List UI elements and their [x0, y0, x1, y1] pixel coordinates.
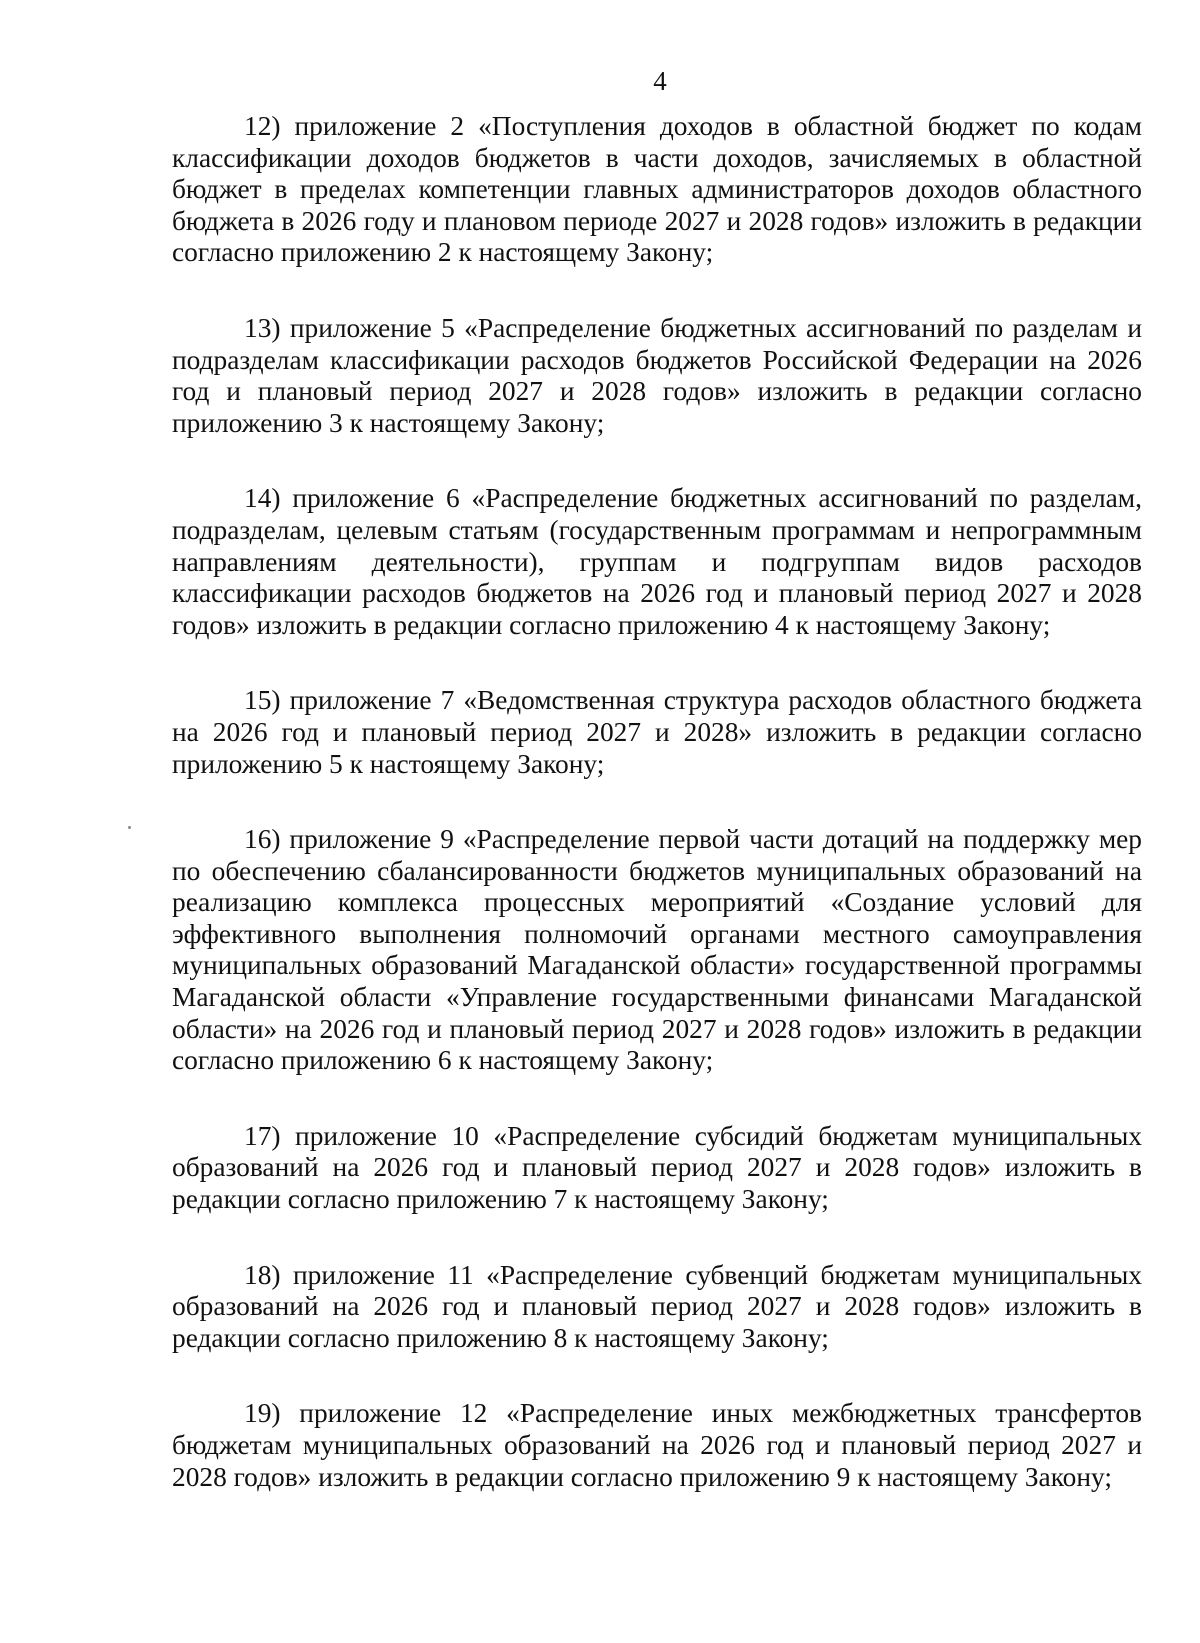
- list-item-17: 17) приложение 10 «Распределение субсидий бюджетам муниципальных образований на 2026 год и плановый период 2027 и 2028 годов» изложить в редакции согласно приложению 7 к настоящему Закону;: [172, 1120, 1142, 1215]
- list-item-12: 12) приложение 2 «Поступления доходов в областной бюджет по кодам классификации доходов бюджетов в части доходов, зачисляемых в областной бюджет в пределах компетенции главных администраторов доходов областного бюджета в 2026 году и плановом периоде 2027 и 2028 годов» изложить в редакции согласно приложению 2 к настоящему Закону;: [172, 111, 1142, 268]
- page-number: 4: [653, 66, 667, 96]
- list-item-14: 14) приложение 6 «Распределение бюджетных ассигнований по разделам, подразделам, целевым статьям (государственным программам и непрограммным направлениям деятельности), группам и подгруппам видов расходов классификации расходов бюджетов на 2026 год и плановый период 2027 и 2028 годов» изложить в редакции согласно приложению 4 к настоящему Закону;: [172, 483, 1142, 640]
- list-item-15: 15) приложение 7 «Ведомственная структура расходов областного бюджета на 2026 год и плановый период 2027 и 2028» изложить в редакции согласно приложению 5 к настоящему Закону;: [172, 685, 1142, 779]
- list-item-16: 16) приложение 9 «Распределение первой части дотаций на поддержку мер по обеспечению сбалансированности бюджетов муниципальных образований на реализацию комплекса процессных мероприятий «Создание условий для эффективного выполнения полномочий органами местного самоуправления муниципальных образований Магаданской области» государственной программы Магаданской области «Управление государственными финансами Магаданской области» на 2026 год и плановый период 2027 и 2028 годов» изложить в редакции согласно приложению 6 к настоящему Закону;: [172, 824, 1142, 1076]
- list-item-13: 13) приложение 5 «Распределение бюджетных ассигнований по разделам и подразделам классификации расходов бюджетов Российской Федерации на 2026 год и плановый период 2027 и 2028 годов» изложить в редакции согласно приложению 3 к настоящему Закону;: [172, 312, 1142, 438]
- list-item-18: 18) приложение 11 «Распределение субвенций бюджетам муниципальных образований на 2026 год и плановый период 2027 и 2028 годов» изложить в редакции согласно приложению 8 к настоящему Закону;: [172, 1259, 1142, 1353]
- document-body: [172, 111, 1142, 1493]
- list-item-19: 19) приложение 12 «Распределение иных межбюджетных трансфертов бюджетам муниципальных образований на 2026 год и плановый период 2027 и 2028 годов» изложить в редакции согласно приложению 9 к настоящему Закону;: [172, 1398, 1142, 1492]
- scan-artifact-dot: [128, 826, 131, 829]
